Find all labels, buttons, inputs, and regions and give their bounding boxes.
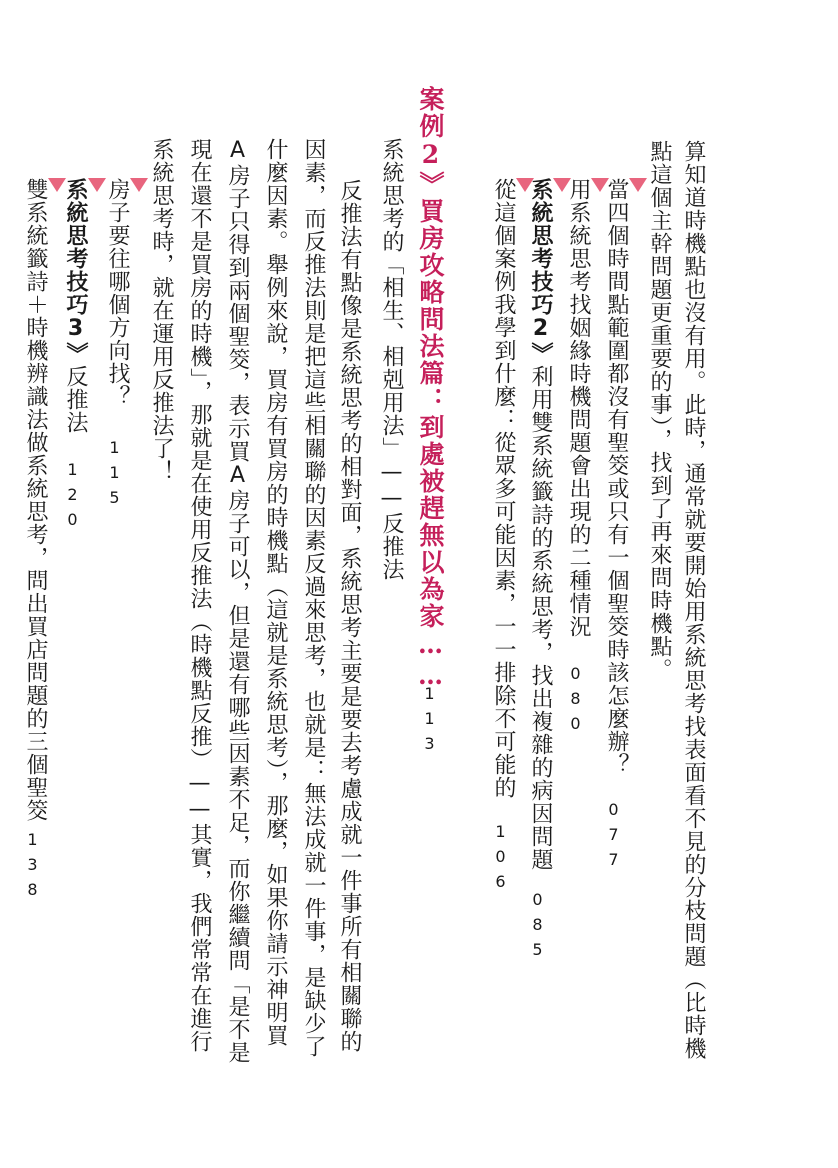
paragraph-line: 系統思考時，就在運用反推法了！: [149, 138, 174, 483]
toc-entry[interactable]: [106, 178, 148, 1078]
paragraph-line: 什麼因素。舉例來說，買房有買房的時機點（這就是系統思考），那麼，如果你請示神明買: [263, 138, 288, 1047]
toc-entry-prefix: 系統思考技巧3》: [63, 178, 88, 365]
toc-entry-page: 080: [566, 664, 585, 739]
toc-entry-page: 115: [105, 438, 124, 513]
toc-entry[interactable]: [24, 178, 66, 1078]
triangle-bullet-icon: [553, 178, 571, 192]
triangle-bullet-icon: [591, 178, 609, 192]
toc-entry-text: 利用雙系統籤詩的系統思考，找出複雜的病因問題: [528, 365, 553, 871]
case-title-dots: ……: [416, 630, 445, 692]
toc-entry-text: 反推法: [63, 365, 88, 434]
triangle-bullet-icon: [88, 178, 106, 192]
toc-entry-page: 138: [23, 830, 42, 905]
toc-entry-text: 當四個時間點範圍都沒有聖筊或只有一個聖筊時該怎麼辦？: [604, 178, 629, 776]
triangle-bullet-icon: [130, 178, 148, 192]
toc-entry-text: 雙系統籤詩＋時機辨識法做系統思考，問出買店問題的三個聖筊: [23, 178, 48, 822]
case-title[interactable]: [418, 86, 443, 692]
paragraph-line: 反推法有點像是系統思考的相對面，系統思考主要是要去考慮成就一件事所有相關聯的: [337, 156, 362, 1053]
toc-entry-page: 106: [491, 822, 510, 897]
triangle-bullet-icon: [48, 178, 66, 192]
paragraph-line: 因素，而反推法則是把這些相關聯的因素反過來思考，也就是：無法成就一件事，是缺少了: [301, 138, 326, 1058]
paragraph-line: A房子只得到兩個聖筊，表示買A房子可以，但是還有哪些因素不足，而你繼續問「是不是: [225, 138, 250, 1064]
intro-line-1: 算知道時機點也沒有用。此時，通常就要開始用系統思考找表面看不見的分枝問題（比時機: [681, 140, 706, 1060]
toc-entry[interactable]: [605, 178, 647, 1078]
toc-entry-page: 077: [604, 800, 623, 875]
toc-entry[interactable]: [529, 178, 571, 1078]
triangle-bullet-icon: [629, 178, 647, 192]
toc-entry-page: 085: [528, 890, 547, 965]
toc-entry-prefix: 系統思考技巧2》: [528, 178, 553, 365]
toc-entry-text: 用系統思考找姻緣時機問題會出現的二種情況: [566, 178, 591, 638]
toc-entry[interactable]: [492, 178, 534, 1078]
toc-entry-text: 從這個案例我學到什麼：從眾多可能因素，一一排除不可能的: [491, 178, 516, 799]
intro-line-2: 點這個主幹問題更重要的事），找到了再來問時機點。: [647, 140, 672, 681]
toc-entry[interactable]: [64, 178, 106, 1078]
toc-entry-page: 120: [63, 460, 82, 535]
case-title-text: 案例2》買房攻略問法篇：到處被趕無以為家: [416, 86, 445, 630]
triangle-bullet-icon: [516, 178, 534, 192]
toc-entry-text: 房子要往哪個方向找？: [105, 178, 130, 408]
paragraph-line: 現在還不是買房的時機」，那就是在使用反推法（時機點反推）——其實，我們常常在進行: [187, 138, 212, 1053]
case-title-page: 113: [420, 684, 439, 759]
section-heading: 系統思考的「相生、相剋用法」——反推法: [379, 138, 404, 581]
toc-entry[interactable]: [567, 178, 609, 1078]
